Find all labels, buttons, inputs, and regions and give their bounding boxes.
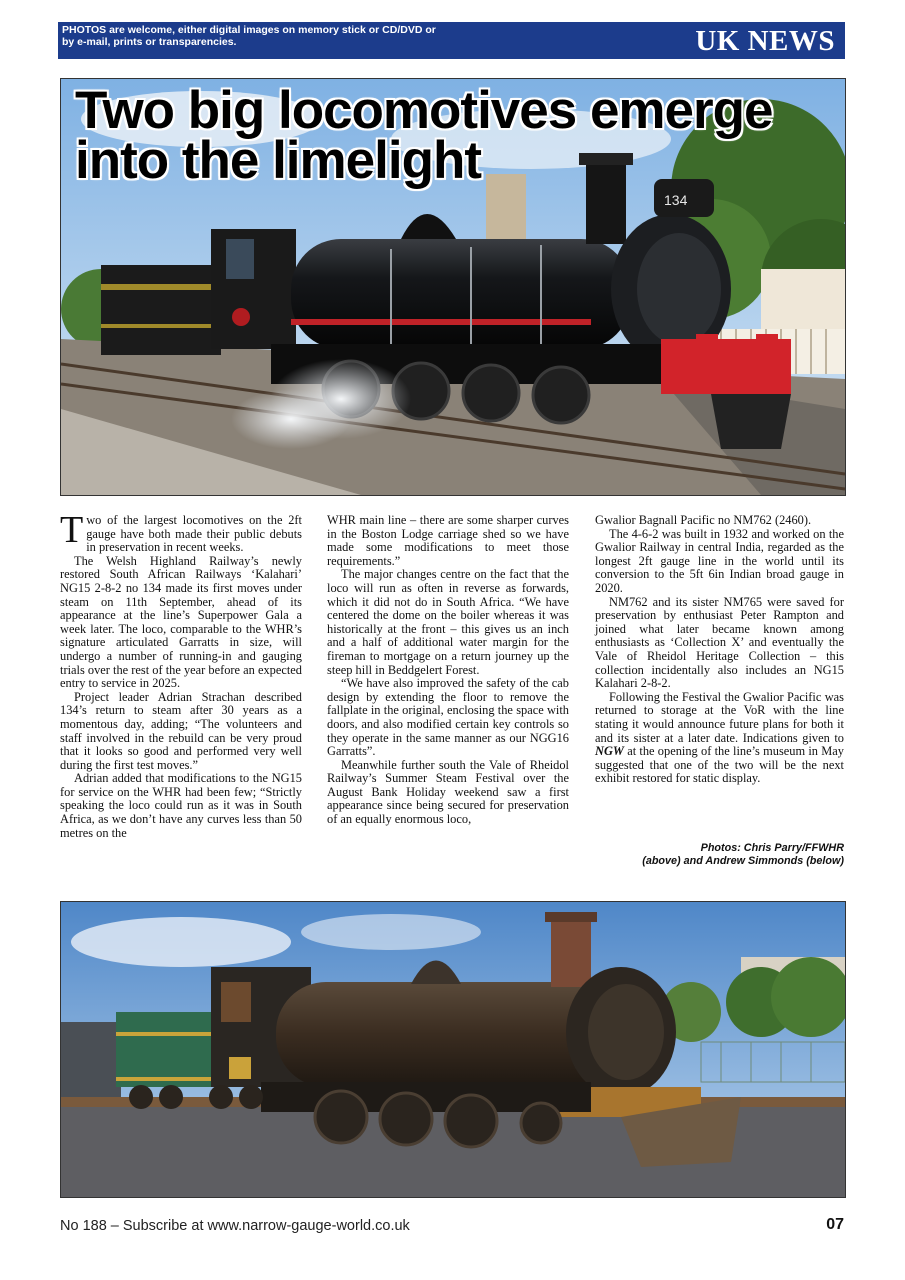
article-paragraph	[60, 509, 302, 555]
article-column-2	[327, 514, 569, 827]
headline-line-1: Two big locomotives emerge	[75, 81, 773, 140]
section-banner	[58, 22, 845, 59]
article-paragraph: Project leader Adrian Strachan described 134’s return to steam after 30 years as a momentous day, adding; “The volunteers and staff involved in the rebuild can be very proud that it looks so good and performed very well during the first test moves.”	[60, 689, 302, 772]
article-paragraph: “We have also improved the safety of the cab design by extending the floor to remove the fallplate in the original, enclosing the space with doors, and also modified certain key controls so they operate in the same manner as our NGG16 Garratts”.	[327, 676, 569, 759]
article-paragraph: Adrian added that modifications to the NG15 for service on the WHR had been few; “Strictly speaking the loco could run as it was in South Africa, as we don’t have any curves less than 50 metres on the	[60, 771, 302, 840]
article-paragraph: Gwalior Bagnall Pacific no NM762 (2460).	[595, 513, 812, 527]
magazine-name: NGW	[595, 744, 624, 759]
paragraph-text: Following the Festival the Gwalior Pacific was returned to storage at the VoR with the line stating it would announce future plans for both it and its sister at a later date. Indications given to	[595, 689, 844, 745]
photos-welcome-note: PHOTOS are welcome, either digital images on memory stick or CD/DVD or by e-mail, prints or transparencies.	[62, 24, 436, 48]
photo-credit-line-2: (above) and Andrew Simmonds (below)	[642, 854, 844, 867]
article-paragraph: The Welsh Highland Railway’s newly restored South African Railways ‘Kalahari’ NG15 2-8-2 no 134 made its first moves under steam on 11th September, ahead of its appearance at the line’s Superpower Gala a week later. The loco, comparable to the WHR’s signature articulated Garratts in size, will undergo a number of running-in and gauging trials over the rest of the year before an expected entry to service in 2025.	[60, 553, 302, 691]
article-column-3	[595, 514, 844, 786]
page-number: 07	[826, 1216, 844, 1233]
photo-credit	[604, 842, 844, 867]
article-paragraph: WHR main line – there are some sharper curves in the Boston Lodge carriage shed so we have made some modifications to meet those requirements.”	[327, 513, 569, 568]
article-column-1	[60, 509, 302, 840]
article-paragraph	[595, 691, 844, 786]
photo-gwalior-pacific	[60, 901, 846, 1198]
photo-credit-line-1: Photos: Chris Parry/FFWHR	[700, 842, 844, 854]
article-paragraph: Meanwhile further south the Vale of Rheidol Railway’s Summer Steam Festival over the August Bank Holiday weekend saw a first appearance since being secured for preservation of an equally enormous loco,	[327, 757, 569, 827]
intro-text: wo of the largest locomotives on the 2ft gauge have both made their public debuts in preservation in recent weeks.	[86, 513, 302, 555]
headline-line-2: into the limelight	[75, 131, 481, 190]
number-plate-label: 134	[664, 192, 688, 208]
paragraph-text: at the opening of the line’s museum in May suggested that one of the two will be the next exhibit restored for static display.	[595, 744, 844, 786]
section-title: UK NEWS	[695, 25, 835, 57]
article-headline	[75, 81, 775, 190]
drop-cap: T	[60, 509, 84, 551]
article-paragraph: NM762 and its sister NM765 were saved for preservation by enthusiast Peter Rampton and joined what later became known among enthusiasts as ‘Collection X’ and eventually the Vale of Rheidol Heritage Collection – this collection incidentally also includes an NG15 Kalahari 2-8-2.	[595, 594, 844, 691]
footer-subscribe-line: No 188 – Subscribe at www.narrow-gauge-world.co.uk	[60, 1218, 410, 1234]
article-paragraph: The 4-6-2 was built in 1932 and worked on the Gwalior Railway in central India, regarded as the longest 2ft gauge line in the world until its conversion to the 5ft 6in Indian broad gauge in 2020.	[595, 526, 844, 595]
article-paragraph: The major changes centre on the fact that the loco will run as often in reverse as forwards, which it did not do in South Africa. “We have centered the dome on the boiler whereas it was historically at the front – this gives us an inch and a half of additional water margin for the fireman to mortgage on a return journey up the steep hill in Beddgelert Forest.	[327, 567, 569, 677]
